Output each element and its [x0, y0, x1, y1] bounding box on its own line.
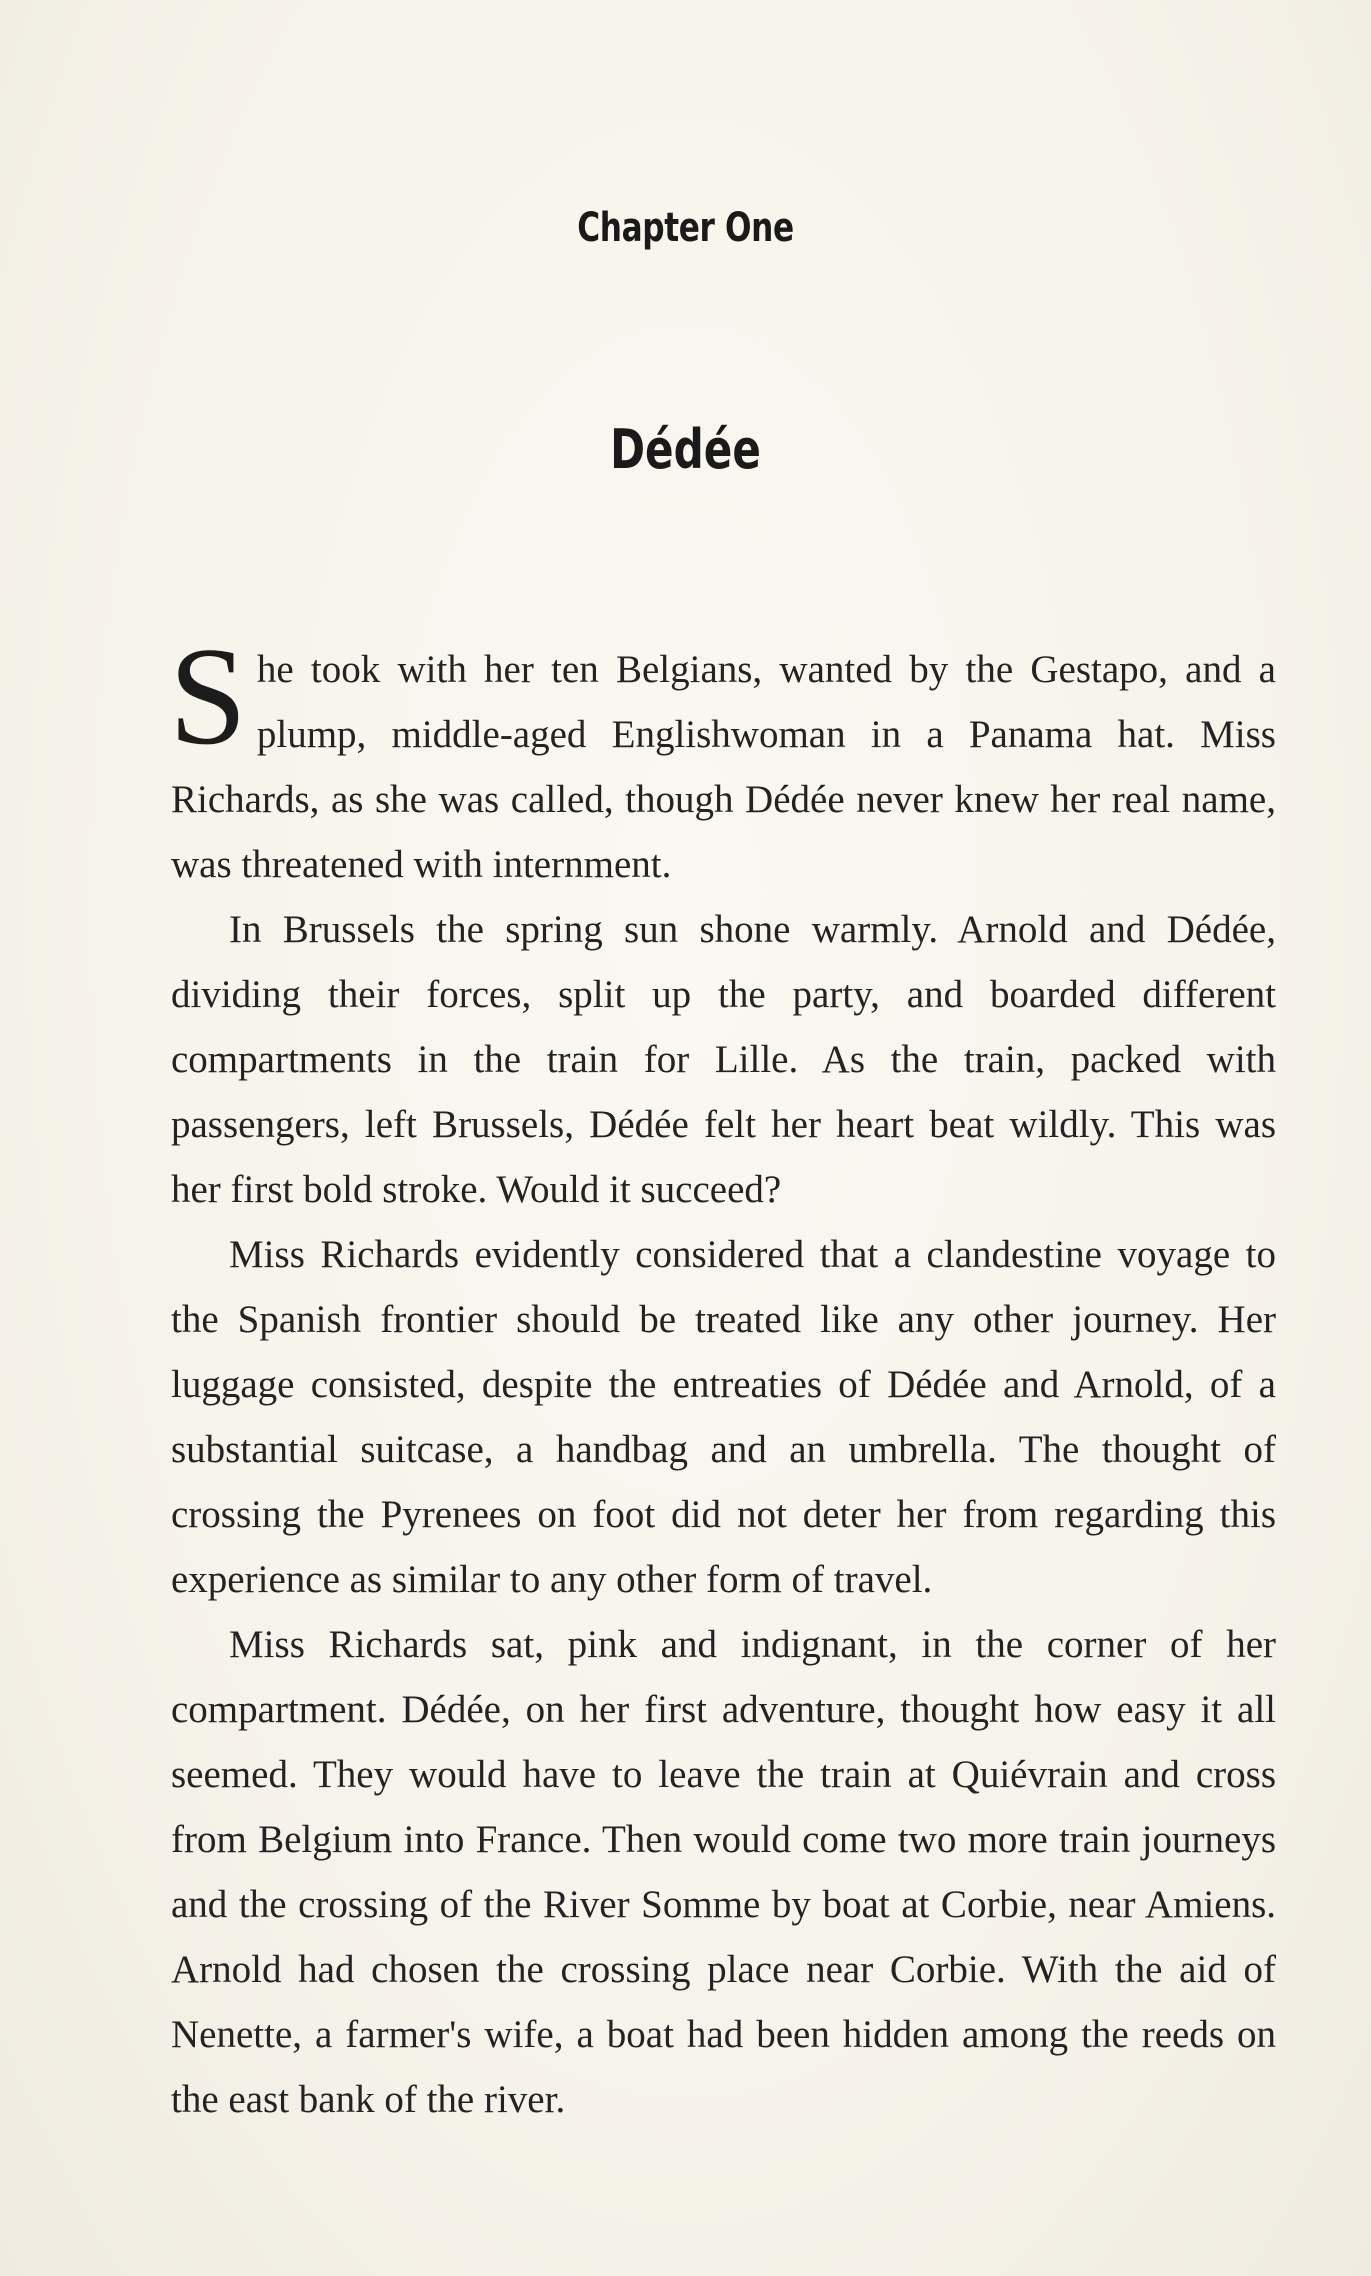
chapter-body — [169, 619, 1276, 2132]
drop-cap: S — [169, 619, 247, 774]
chapter-label: Chapter One — [577, 205, 794, 251]
paragraph-1 — [169, 619, 1276, 897]
chapter-title: Dédée — [610, 418, 761, 481]
paragraph-3: Miss Richards evidently considered that a clandestine voyage to the Spanish frontier should be treated like any other journey. Her luggage consisted, despite the entreaties of Dédée and Arnold, of a substantial suitcase, a handbag and an umbrella. The thought of crossing the Pyrenees on foot did not deter her from regarding this experience as similar to any other form of travel. — [171, 1233, 1276, 1601]
paragraph-2: In Brussels the spring sun shone warmly. Arnold and Dédée, dividing their forces, split up the party, and boarded different compartments in the train for Lille. As the train, packed with passengers, left Brussels, Dédée felt her heart beat wildly. This was her first bold stroke. Would it succeed? — [171, 908, 1276, 1211]
paragraph-4: Miss Richards sat, pink and indignant, in the corner of her compartment. Dédée, on her first adventure, thought how easy it all seemed. They would have to leave the train at Quiévrain and cross from Belgium into France. Then would come two more train journeys and the crossing of the River Somme by boat at Corbie, near Amiens. Arnold had chosen the crossing place near Corbie. With the aid of Nenette, a farmer's wife, a boat had been hidden among the reeds on the east bank of the river. — [171, 1623, 1276, 2121]
paragraph-1-text: he took with her ten Belgians, wanted by the Gestapo, and a plump, middle-aged Englishwoman in a Panama hat. Miss Richards, as she was called, though Dédée never knew her real name, was threatened with internment. — [171, 648, 1276, 886]
